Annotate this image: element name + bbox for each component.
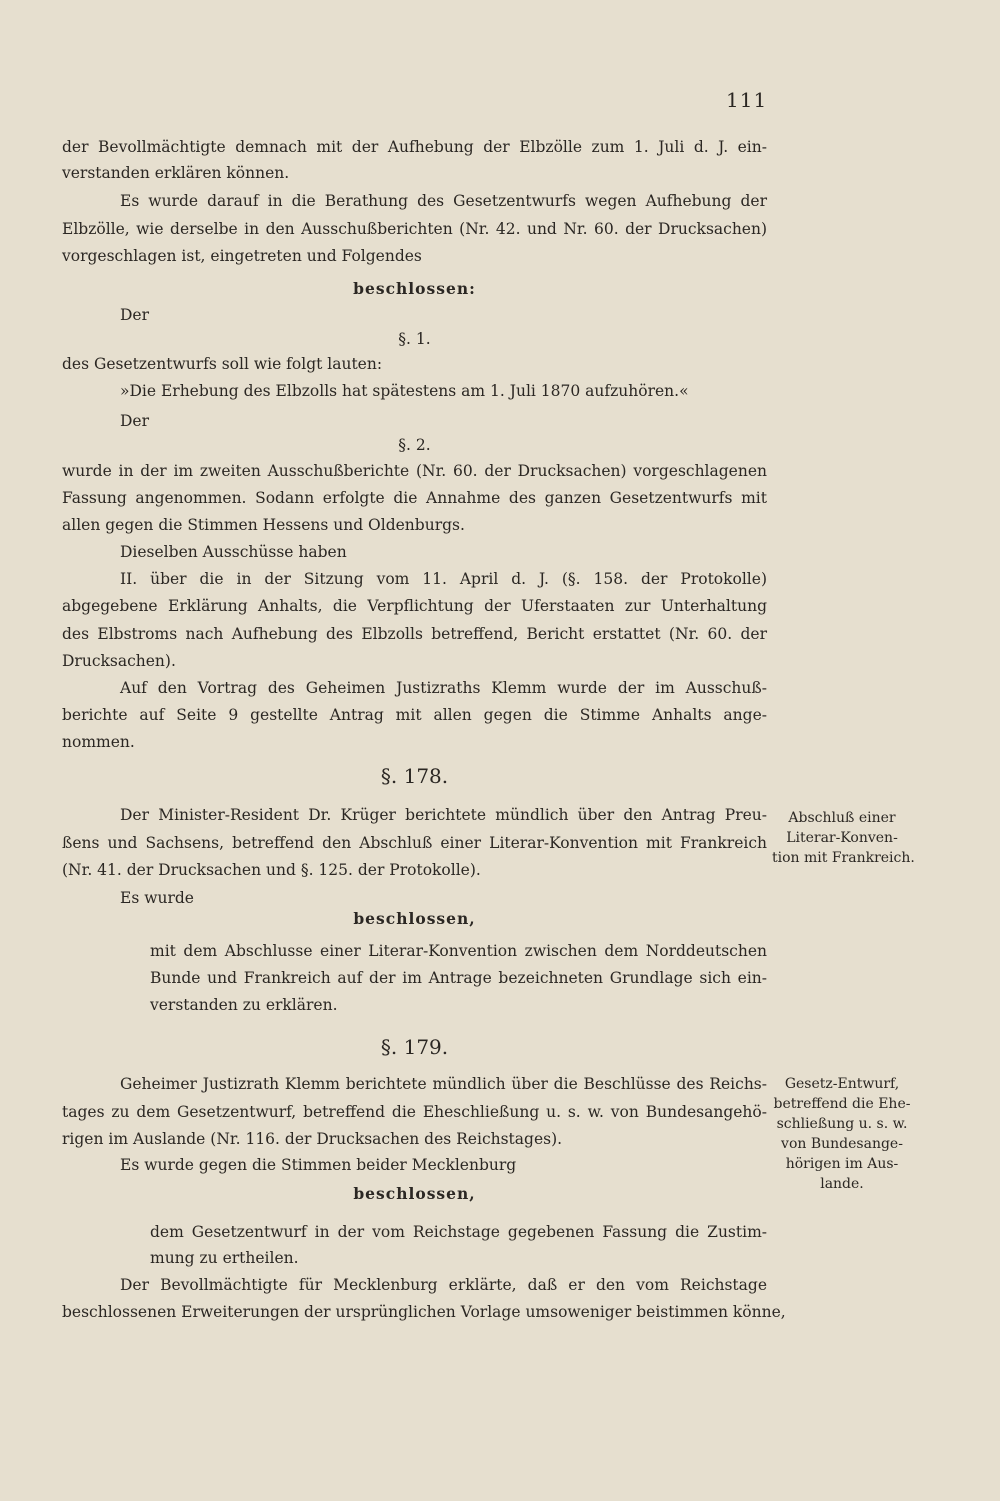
text-line: rigen im Auslande (Nr. 116. der Drucksachen des Reichstages). [62,1130,563,1148]
text-line: Der [120,306,150,324]
text-line: Bunde und Frankreich auf der im Antrage bezeichneten Grundlage sich ein- [150,969,767,987]
section-ref: §. 1. [398,330,431,348]
margin-note-line: tion mit Frankreich. [772,850,915,866]
text-line: vorgeschlagen ist, eingetreten und Folgendes [62,247,422,265]
margin-note-line: Literar-Konven- [786,830,898,846]
text-line: II. über die in der Sitzung vom 11. April d. J. (§. 158. der Protokolle) [120,570,767,588]
page-number: 111 [726,88,768,112]
text-line: ßens und Sachsens, betreffend den Abschluß einer Literar-Konvention mit Frankreich [62,834,767,852]
text-line: Es wurde [120,889,194,907]
text-line: Der [120,412,150,430]
margin-note-line: Gesetz-Entwurf, [784,1076,900,1092]
margin-note-line: hörigen im Aus- [785,1156,899,1172]
text-line: allen gegen die Stimmen Hessens und Oldenburgs. [62,516,465,534]
text-line: berichte auf Seite 9 gestellte Antrag mit allen gegen die Stimme Anhalts ange- [62,706,767,724]
text-line: verstanden zu erklären. [150,996,338,1014]
text-line: Dieselben Ausschüsse haben [120,543,347,561]
resolution-heading: beschlossen, [353,909,476,928]
text-line: des Gesetzentwurfs soll wie folgt lauten: [62,355,383,373]
margin-note-literar-konvention [772,808,915,868]
text-line: wurde in der im zweiten Ausschußberichte (Nr. 60. der Drucksachen) vorgeschlagenen [62,462,767,480]
text-line: Drucksachen). [62,652,176,670]
margin-note-line: betreffend die Ehe- [773,1096,911,1112]
text-line: Es wurde gegen die Stimmen beider Mecklenburg [120,1156,517,1174]
text-line: (Nr. 41. der Drucksachen und §. 125. der Protokolle). [62,861,481,879]
text-line: Elbzölle, wie derselbe in den Ausschußberichten (Nr. 42. und Nr. 60. der Drucksachen) [62,220,767,238]
text-line: Geheimer Justizrath Klemm berichtete mündlich über die Beschlüsse des Reichs- [120,1075,767,1093]
section-ref: §. 2. [398,436,431,454]
text-line: Fassung angenommen. Sodann erfolgte die Annahme des ganzen Gesetzentwurfs mit [62,489,767,507]
text-line: Es wurde darauf in die Berathung des Gesetzentwurfs wegen Aufhebung der [120,192,767,210]
resolution-heading: beschlossen: [353,279,476,298]
text-line: Der Minister-Resident Dr. Krüger berichtete mündlich über den Antrag Preu- [120,806,767,824]
section-heading: §. 179. [380,1035,449,1059]
text-line: Auf den Vortrag des Geheimen Justizraths Klemm wurde der im Ausschuß- [120,679,767,697]
text-line: verstanden erklären können. [62,164,290,182]
margin-note-line: Abschluß einer [788,810,896,826]
margin-note-eheschliessung [772,1074,912,1194]
margin-note-line: von Bundesange- [781,1136,903,1152]
text-line: »Die Erhebung des Elbzolls hat spätestens am 1. Juli 1870 aufzuhören.« [120,382,689,400]
text-line: dem Gesetzentwurf in der vom Reichstage gegebenen Fassung die Zustim- [150,1223,767,1241]
section-heading: §. 178. [380,764,449,788]
text-line: mung zu ertheilen. [150,1249,299,1267]
margin-note-line: schließung u. s. w. [776,1116,908,1132]
resolution-heading: beschlossen, [353,1184,476,1203]
text-line: der Bevollmächtigte demnach mit der Aufhebung der Elbzölle zum 1. Juli d. J. ein- [62,138,767,156]
text-line: Der Bevollmächtigte für Mecklenburg erklärte, daß er den vom Reichstage [120,1276,767,1294]
text-line: tages zu dem Gesetzentwurf, betreffend die Eheschließung u. s. w. von Bundesangehö- [62,1103,767,1121]
margin-note-line: lande. [820,1176,864,1192]
text-line: beschlossenen Erweiterungen der ursprünglichen Vorlage umsoweniger beistimmen könne, [62,1303,786,1321]
text-line: mit dem Abschlusse einer Literar-Konvention zwischen dem Norddeutschen [150,942,767,960]
text-line: nommen. [62,733,135,751]
text-line: abgegebene Erklärung Anhalts, die Verpflichtung der Uferstaaten zur Unterhaltung [62,597,767,615]
text-line: des Elbstroms nach Aufhebung des Elbzolls betreffend, Bericht erstattet (Nr. 60. der [62,625,767,643]
